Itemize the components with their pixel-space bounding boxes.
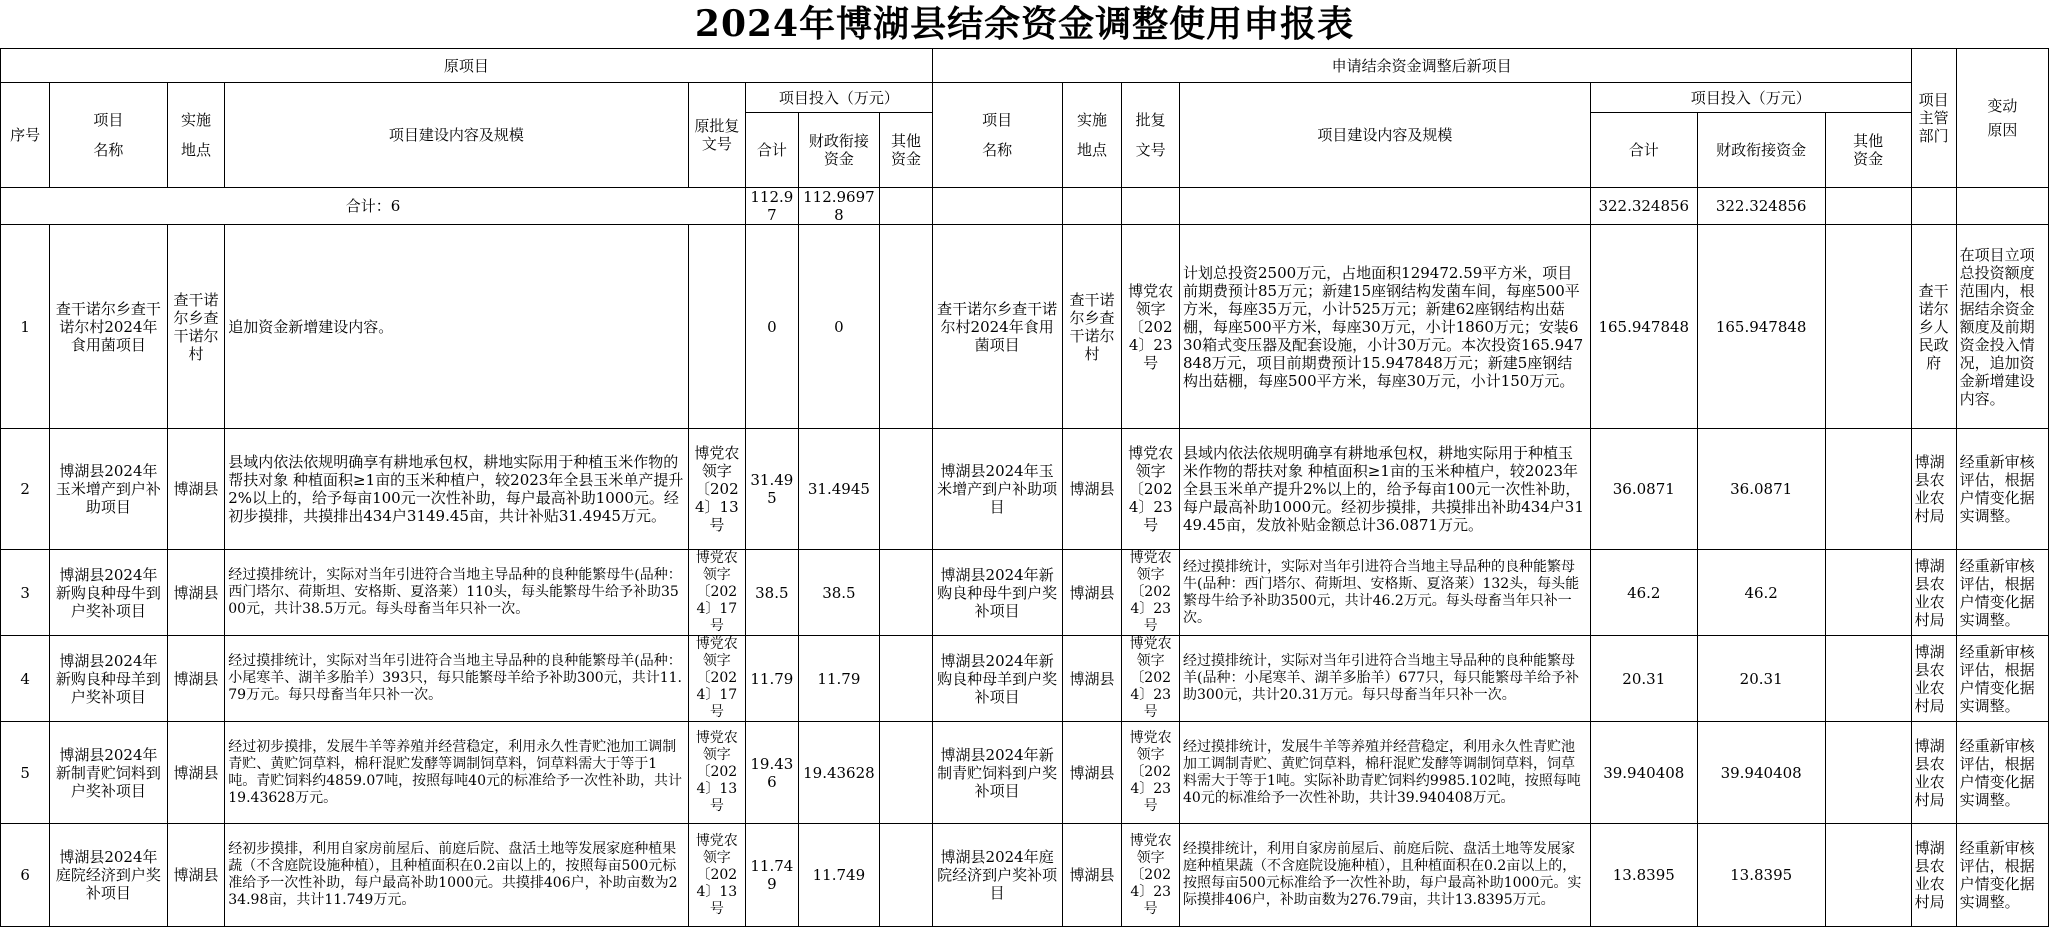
orig-name-cell: 博湖县2024年新制青贮饲料到户奖补项目	[50, 722, 167, 824]
orig-name-cell: 博湖县2024年玉米增产到户补助项目	[50, 429, 167, 550]
new-fiscal-header: 财政衔接资金	[1697, 113, 1825, 188]
dept-cell: 博湖县农业农村局	[1911, 429, 1956, 550]
new-invest-header: 项目投入（万元）	[1590, 83, 1911, 113]
new-loc-cell: 博湖县	[1062, 550, 1122, 636]
new-other-cell	[1825, 636, 1911, 722]
orig-name-cell: 博湖县2024年庭院经济到户奖补项目	[50, 824, 167, 927]
reason-cell: 经重新审核评估，根据户情变化据实调整。	[1956, 429, 2048, 550]
reason-cell: 在项目立项总投资额度范围内，根据结余资金额度及前期资金投入情况，追加资金新增建设内容。	[1956, 225, 2048, 429]
orig-loc-cell: 博湖县	[167, 429, 225, 550]
orig-doc-cell: 博党农领字〔2024〕17号	[688, 636, 746, 722]
orig-doc-cell: 博党农领字〔2024〕13号	[688, 824, 746, 927]
orig-other-cell	[880, 722, 932, 824]
new-group-header: 申请结余资金调整后新项目	[932, 49, 1911, 83]
new-name-header: 项目 名称	[932, 83, 1062, 188]
orig-total-cell: 31.495	[746, 429, 798, 550]
summary-dept	[1911, 188, 1956, 225]
new-fiscal-cell: 39.940408	[1697, 722, 1825, 824]
new-doc-cell: 博党农领字〔2024〕23号	[1122, 636, 1180, 722]
orig-loc-cell: 查干诺尔乡查干诺尔村	[167, 225, 225, 429]
summary-reason	[1956, 188, 2048, 225]
orig-loc-cell: 博湖县	[167, 636, 225, 722]
new-total-cell: 46.2	[1590, 550, 1697, 636]
orig-invest-header: 项目投入（万元）	[746, 83, 933, 113]
new-fiscal-cell: 20.31	[1697, 636, 1825, 722]
summary-new-loc	[1062, 188, 1122, 225]
new-other-cell	[1825, 225, 1911, 429]
new-fiscal-cell: 46.2	[1697, 550, 1825, 636]
new-other-cell	[1825, 550, 1911, 636]
orig-doc-header: 原批复 文号	[688, 83, 746, 188]
orig-loc-cell: 博湖县	[167, 550, 225, 636]
table-row	[1, 824, 2049, 927]
orig-content-cell: 经过初步摸排，发展牛羊等养殖并经营稳定，利用永久性青贮池加工调制青贮、黄贮饲草料，棉秆混贮发酵等调制饲草料，饲草料需大于等于1吨。青贮饲料约4859.07吨，按照每吨40元的标准给予一次性补助，共计19.43628万元。	[225, 722, 688, 824]
seq-cell: 4	[1, 636, 50, 722]
summary-orig-total: 112.97	[746, 188, 798, 225]
new-name-cell: 博湖县2024年新购良种母羊到户奖补项目	[932, 636, 1062, 722]
summary-label: 合计：6	[1, 188, 746, 225]
new-other-cell	[1825, 429, 1911, 550]
table-row	[1, 636, 2049, 722]
new-total-header: 合计	[1590, 113, 1697, 188]
new-total-cell: 20.31	[1590, 636, 1697, 722]
orig-other-cell	[880, 225, 932, 429]
orig-fiscal-cell: 11.749	[798, 824, 880, 927]
summary-row	[1, 188, 2049, 225]
new-name-cell: 博湖县2024年新购良种母牛到户奖补项目	[932, 550, 1062, 636]
summary-new-total: 322.324856	[1590, 188, 1697, 225]
dept-cell: 查干诺尔乡人民政府	[1911, 225, 1956, 429]
orig-doc-cell: 博党农领字〔2024〕13号	[688, 429, 746, 550]
orig-fiscal-cell: 11.79	[798, 636, 880, 722]
orig-other-cell	[880, 429, 932, 550]
new-fiscal-cell: 36.0871	[1697, 429, 1825, 550]
orig-fiscal-cell: 0	[798, 225, 880, 429]
new-total-cell: 36.0871	[1590, 429, 1697, 550]
new-name-cell: 博湖县2024年新制青贮饲料到户奖补项目	[932, 722, 1062, 824]
header-row-invest	[1, 83, 2049, 113]
summary-orig-fiscal: 112.96978	[798, 188, 880, 225]
new-fiscal-cell: 13.8395	[1697, 824, 1825, 927]
orig-other-cell	[880, 550, 932, 636]
orig-other-cell	[880, 824, 932, 927]
new-fiscal-cell: 165.947848	[1697, 225, 1825, 429]
summary-new-content	[1180, 188, 1591, 225]
new-loc-cell: 博湖县	[1062, 824, 1122, 927]
new-doc-cell: 博党农领字〔2024〕23号	[1122, 550, 1180, 636]
new-loc-cell: 博湖县	[1062, 722, 1122, 824]
summary-new-other	[1825, 188, 1911, 225]
funds-table	[0, 48, 2049, 927]
orig-content-cell: 经过摸排统计，实际对当年引进符合当地主导品种的良种能繁母羊(品种：小尾寒羊、湖羊多胎羊）393只，每只能繁母羊给予补助300元，共计11.79万元。每只母畜当年只补一次。	[225, 636, 688, 722]
dept-cell: 博湖县农业农村局	[1911, 722, 1956, 824]
new-loc-cell: 博湖县	[1062, 429, 1122, 550]
seq-cell: 2	[1, 429, 50, 550]
new-name-cell: 查干诺尔乡查干诺尔村2024年食用菌项目	[932, 225, 1062, 429]
orig-content-cell: 追加资金新增建设内容。	[225, 225, 688, 429]
orig-loc-header: 实施 地点	[167, 83, 225, 188]
report-title: 2024年博湖县结余资金调整使用申报表	[694, 3, 1355, 45]
table-row	[1, 722, 2049, 824]
orig-total-cell: 38.5	[746, 550, 798, 636]
orig-fiscal-cell: 31.4945	[798, 429, 880, 550]
orig-total-cell: 19.436	[746, 722, 798, 824]
new-other-cell	[1825, 824, 1911, 927]
orig-other-cell	[880, 636, 932, 722]
new-total-cell: 13.8395	[1590, 824, 1697, 927]
new-content-cell: 经过摸排统计，实际对当年引进符合当地主导品种的良种能繁母牛(品种：西门塔尔、荷斯坦、安格斯、夏洛莱）132头，每头能繁母牛给予补助3500元，共计46.2万元。每头母畜当年只补一次。	[1180, 550, 1591, 636]
orig-total-cell: 0	[746, 225, 798, 429]
orig-content-cell: 县域内依法依规明确享有耕地承包权，耕地实际用于种植玉米作物的帮扶对象 种植面积≥1亩的玉米种植户，较2023年全县玉米单产提升2%以上的，给予每亩100元一次性补助，每户最高补助1000元。经初步摸排，共摸排出434户3149.45亩，共计补贴31.4945万元。	[225, 429, 688, 550]
dept-header: 项目 主管 部门	[1911, 49, 1956, 188]
new-doc-cell: 博党农领字〔2024〕23号	[1122, 429, 1180, 550]
new-name-cell: 博湖县2024年玉米增产到户补助项目	[932, 429, 1062, 550]
orig-loc-cell: 博湖县	[167, 722, 225, 824]
orig-name-cell: 博湖县2024年新购良种母羊到户奖补项目	[50, 636, 167, 722]
new-content-cell: 经过摸排统计，发展牛羊等养殖并经营稳定，利用永久性青贮池加工调制青贮、黄贮饲草料，棉秆混贮发酵等调制饲草料，饲草料需大于等于1吨。实际补助青贮饲料约9985.102吨，按照每吨40元的标准给予一次性补助，共计39.940408万元。	[1180, 722, 1591, 824]
orig-total-cell: 11.749	[746, 824, 798, 927]
seq-cell: 6	[1, 824, 50, 927]
orig-total-header: 合计	[746, 113, 798, 188]
new-loc-cell: 博湖县	[1062, 636, 1122, 722]
orig-doc-cell	[688, 225, 746, 429]
orig-name-cell: 查干诺尔乡查干诺尔村2024年食用菌项目	[50, 225, 167, 429]
new-content-header: 项目建设内容及规模	[1180, 83, 1591, 188]
new-doc-cell: 博党农领字〔2024〕23号	[1122, 225, 1180, 429]
new-loc-header: 实施 地点	[1062, 83, 1122, 188]
new-other-header: 其他 资金	[1825, 113, 1911, 188]
orig-name-cell: 博湖县2024年新购良种母牛到户奖补项目	[50, 550, 167, 636]
dept-cell: 博湖县农业农村局	[1911, 636, 1956, 722]
new-content-cell: 计划总投资2500万元，占地面积129472.59平方米，项目前期费预计85万元；新建15座钢结构发菌车间，每座500平方米，每座35万元，小计525万元；新建62座钢结构出菇棚，每座500平方米，每座30万元，小计1860万元；安装630箱式变压器及配套设施，小计30万元。本次投资165.947848万元，项目前期费预计15.947848万元；新建5座钢结构出菇棚，每座500平方米，每座30万元，小计150万元。	[1180, 225, 1591, 429]
new-doc-cell: 博党农领字〔2024〕23号	[1122, 722, 1180, 824]
new-content-cell: 县域内依法依规明确享有耕地承包权，耕地实际用于种植玉米作物的帮扶对象 种植面积≥1亩的玉米种植户，较2023年全县玉米单产提升2%以上的，给予每亩100元一次性补助，每户最高补助1000元。经初步摸排，共摸排出补助434户3149.45亩，发放补贴金额总计36.0871万元。	[1180, 429, 1591, 550]
new-total-cell: 165.947848	[1590, 225, 1697, 429]
orig-doc-cell: 博党农领字〔2024〕13号	[688, 722, 746, 824]
orig-doc-cell: 博党农领字〔2024〕17号	[688, 550, 746, 636]
new-doc-cell: 博党农领字〔2024〕23号	[1122, 824, 1180, 927]
new-content-cell: 经摸排统计，利用自家房前屋后、前庭后院、盘活土地等发展家庭种植果蔬（不含庭院设施种植），且种植面积在0.2亩以上的，按照每亩500元标准给予一次性补助，每户最高补助1000元。实际摸排406户，补助亩数为276.79亩，共计13.8395万元。	[1180, 824, 1591, 927]
new-other-cell	[1825, 722, 1911, 824]
seq-cell: 5	[1, 722, 50, 824]
orig-content-header: 项目建设内容及规模	[225, 83, 688, 188]
reason-cell: 经重新审核评估，根据户情变化据实调整。	[1956, 824, 2048, 927]
seq-cell: 1	[1, 225, 50, 429]
summary-orig-other	[880, 188, 932, 225]
reason-header: 变动 原因	[1956, 49, 2048, 188]
reason-cell: 经重新审核评估，根据户情变化据实调整。	[1956, 722, 2048, 824]
summary-new-fiscal: 322.324856	[1697, 188, 1825, 225]
reason-cell: 经重新审核评估，根据户情变化据实调整。	[1956, 550, 2048, 636]
orig-content-cell: 经过摸排统计，实际对当年引进符合当地主导品种的良种能繁母牛(品种：西门塔尔、荷斯坦、安格斯、夏洛莱）110头，每头能繁母牛给予补助3500元，共计38.5万元。每头母畜当年只补一次。	[225, 550, 688, 636]
orig-loc-cell: 博湖县	[167, 824, 225, 927]
orig-fiscal-cell: 38.5	[798, 550, 880, 636]
table-row	[1, 429, 2049, 550]
reason-cell: 经重新审核评估，根据户情变化据实调整。	[1956, 636, 2048, 722]
new-name-cell: 博湖县2024年庭院经济到户奖补项目	[932, 824, 1062, 927]
new-loc-cell: 查干诺尔乡查干诺尔村	[1062, 225, 1122, 429]
table-row	[1, 225, 2049, 429]
dept-cell: 博湖县农业农村局	[1911, 824, 1956, 927]
summary-new-name	[932, 188, 1062, 225]
orig-content-cell: 经初步摸排，利用自家房前屋后、前庭后院、盘活土地等发展家庭种植果蔬（不含庭院设施种植），且种植面积在0.2亩以上的，按照每亩500元标准给予一次性补助，每户最高补助1000元。共摸排406户，补助亩数为234.98亩，共计11.749万元。	[225, 824, 688, 927]
orig-group-header: 原项目	[1, 49, 933, 83]
table-row	[1, 550, 2049, 636]
new-content-cell: 经过摸排统计，实际对当年引进符合当地主导品种的良种能繁母羊(品种：小尾寒羊、湖羊多胎羊）677只，每只能繁母羊给予补助300元，共计20.31万元。每只母畜当年只补一次。	[1180, 636, 1591, 722]
header-row-groups	[1, 49, 2049, 83]
seq-header: 序号	[1, 83, 50, 188]
seq-cell: 3	[1, 550, 50, 636]
orig-other-header: 其他 资金	[880, 113, 932, 188]
new-total-cell: 39.940408	[1590, 722, 1697, 824]
new-doc-header: 批复 文号	[1122, 83, 1180, 188]
orig-name-header: 项目 名称	[50, 83, 167, 188]
orig-total-cell: 11.79	[746, 636, 798, 722]
orig-fiscal-header: 财政衔接 资金	[798, 113, 880, 188]
orig-fiscal-cell: 19.43628	[798, 722, 880, 824]
summary-new-doc	[1122, 188, 1180, 225]
dept-cell: 博湖县农业农村局	[1911, 550, 1956, 636]
